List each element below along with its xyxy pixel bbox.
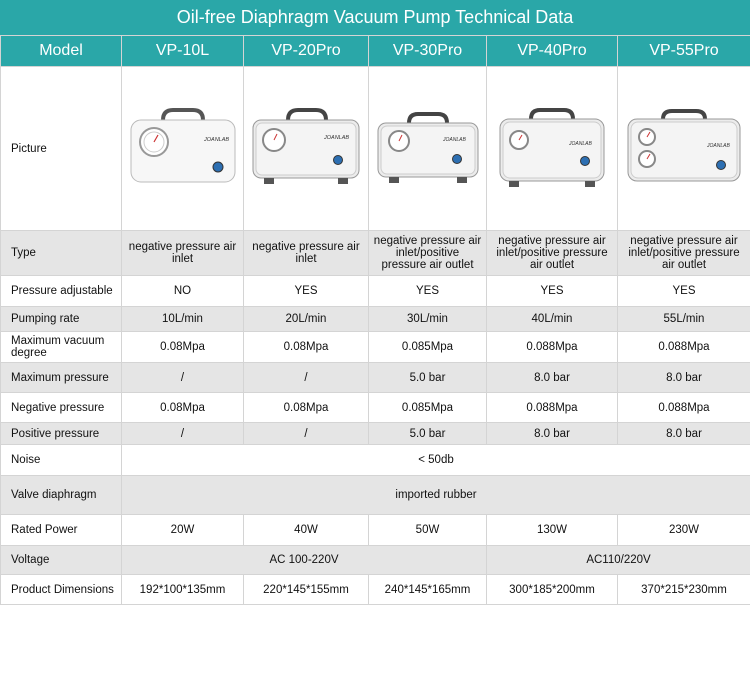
model-name: VP-10L — [122, 36, 244, 67]
cell-value: 220*145*155mm — [244, 575, 369, 605]
row-label: Voltage — [1, 546, 122, 575]
cell-value: / — [122, 363, 244, 393]
cell-value: negative pressure air inlet — [122, 231, 244, 276]
cell-value: negative pressure air inlet/positive pressure air outlet — [487, 231, 618, 276]
cell-value: 20W — [122, 515, 244, 546]
model-name: VP-40Pro — [487, 36, 618, 67]
model-name: VP-20Pro — [244, 36, 369, 67]
table-row — [1, 276, 750, 307]
pump-logo: JOANLAB — [203, 137, 229, 143]
cell-value: NO — [122, 276, 244, 307]
table-row — [1, 231, 750, 276]
cell-value: negative pressure air inlet/positive pressure air outlet — [369, 231, 487, 276]
model-header: Model — [1, 36, 122, 67]
pump-picture — [244, 67, 369, 231]
cell-value: / — [244, 423, 369, 445]
table-row — [1, 546, 750, 575]
pump-image — [497, 105, 607, 189]
cell-value: 0.08Mpa — [244, 393, 369, 423]
cell-value: 0.088Mpa — [618, 332, 750, 363]
table-row — [1, 423, 750, 445]
table-row — [1, 476, 750, 515]
cell-value: YES — [618, 276, 750, 307]
cell-value: YES — [369, 276, 487, 307]
model-name: VP-55Pro — [618, 36, 750, 67]
pump-image — [375, 107, 481, 187]
cell-value: 0.088Mpa — [487, 393, 618, 423]
cell-value: 230W — [618, 515, 750, 546]
table-row — [1, 332, 750, 363]
cell-value: negative pressure air inlet — [244, 231, 369, 276]
row-label: Rated Power — [1, 515, 122, 546]
cell-value: AC110/220V — [487, 546, 750, 575]
picture-row — [1, 67, 750, 231]
cell-value: 0.08Mpa — [244, 332, 369, 363]
cell-value: 5.0 bar — [369, 363, 487, 393]
row-label: Positive pressure — [1, 423, 122, 445]
pump-picture — [122, 67, 244, 231]
cell-value: 40L/min — [487, 307, 618, 332]
model-name: VP-30Pro — [369, 36, 487, 67]
cell-value: 0.088Mpa — [618, 393, 750, 423]
cell-value: AC 100-220V — [122, 546, 487, 575]
row-label: Maximum pressure — [1, 363, 122, 393]
cell-value: 0.085Mpa — [369, 393, 487, 423]
pump-picture — [487, 67, 618, 231]
page-title: Oil-free Diaphragm Vacuum Pump Technical Data — [0, 0, 750, 35]
cell-value: 20L/min — [244, 307, 369, 332]
pump-image — [250, 102, 362, 192]
cell-value: 8.0 bar — [487, 423, 618, 445]
pump-logo: JOANLAB — [442, 137, 466, 143]
row-label: Maximum vacuum degree — [1, 332, 122, 363]
cell-value: 5.0 bar — [369, 423, 487, 445]
cell-value: YES — [244, 276, 369, 307]
row-label: Pressure adjustable — [1, 276, 122, 307]
pump-logo: JOANLAB — [569, 141, 592, 147]
cell-value: 240*145*165mm — [369, 575, 487, 605]
row-label: Pumping rate — [1, 307, 122, 332]
row-label: Picture — [1, 67, 122, 231]
table-row — [1, 445, 750, 476]
cell-value: 8.0 bar — [618, 423, 750, 445]
row-label: Negative pressure — [1, 393, 122, 423]
pump-picture — [369, 67, 487, 231]
cell-value: 300*185*200mm — [487, 575, 618, 605]
table-row — [1, 363, 750, 393]
cell-value: YES — [487, 276, 618, 307]
row-label: Noise — [1, 445, 122, 476]
cell-value: 8.0 bar — [618, 363, 750, 393]
table-row — [1, 515, 750, 546]
cell-value: imported rubber — [122, 476, 750, 515]
cell-value: 0.08Mpa — [122, 393, 244, 423]
row-label: Valve diaphragm — [1, 476, 122, 515]
table-header-row — [1, 36, 750, 67]
cell-value: 50W — [369, 515, 487, 546]
cell-value: 370*215*230mm — [618, 575, 750, 605]
cell-value: 40W — [244, 515, 369, 546]
cell-value: 0.08Mpa — [122, 332, 244, 363]
table-row — [1, 393, 750, 423]
spec-table — [0, 35, 750, 605]
pump-image — [128, 102, 238, 192]
pump-logo: JOANLAB — [707, 143, 730, 149]
pump-logo: JOANLAB — [324, 135, 350, 141]
cell-value: / — [244, 363, 369, 393]
pump-picture — [618, 67, 750, 231]
cell-value: / — [122, 423, 244, 445]
cell-value: 30L/min — [369, 307, 487, 332]
pump-image — [625, 107, 743, 187]
cell-value: negative pressure air inlet/positive pressure air outlet — [618, 231, 750, 276]
table-row — [1, 307, 750, 332]
cell-value: < 50db — [122, 445, 750, 476]
cell-value: 8.0 bar — [487, 363, 618, 393]
row-label: Type — [1, 231, 122, 276]
cell-value: 0.085Mpa — [369, 332, 487, 363]
cell-value: 0.088Mpa — [487, 332, 618, 363]
row-label: Product Dimensions — [1, 575, 122, 605]
cell-value: 55L/min — [618, 307, 750, 332]
table-row — [1, 575, 750, 605]
cell-value: 10L/min — [122, 307, 244, 332]
cell-value: 192*100*135mm — [122, 575, 244, 605]
cell-value: 130W — [487, 515, 618, 546]
